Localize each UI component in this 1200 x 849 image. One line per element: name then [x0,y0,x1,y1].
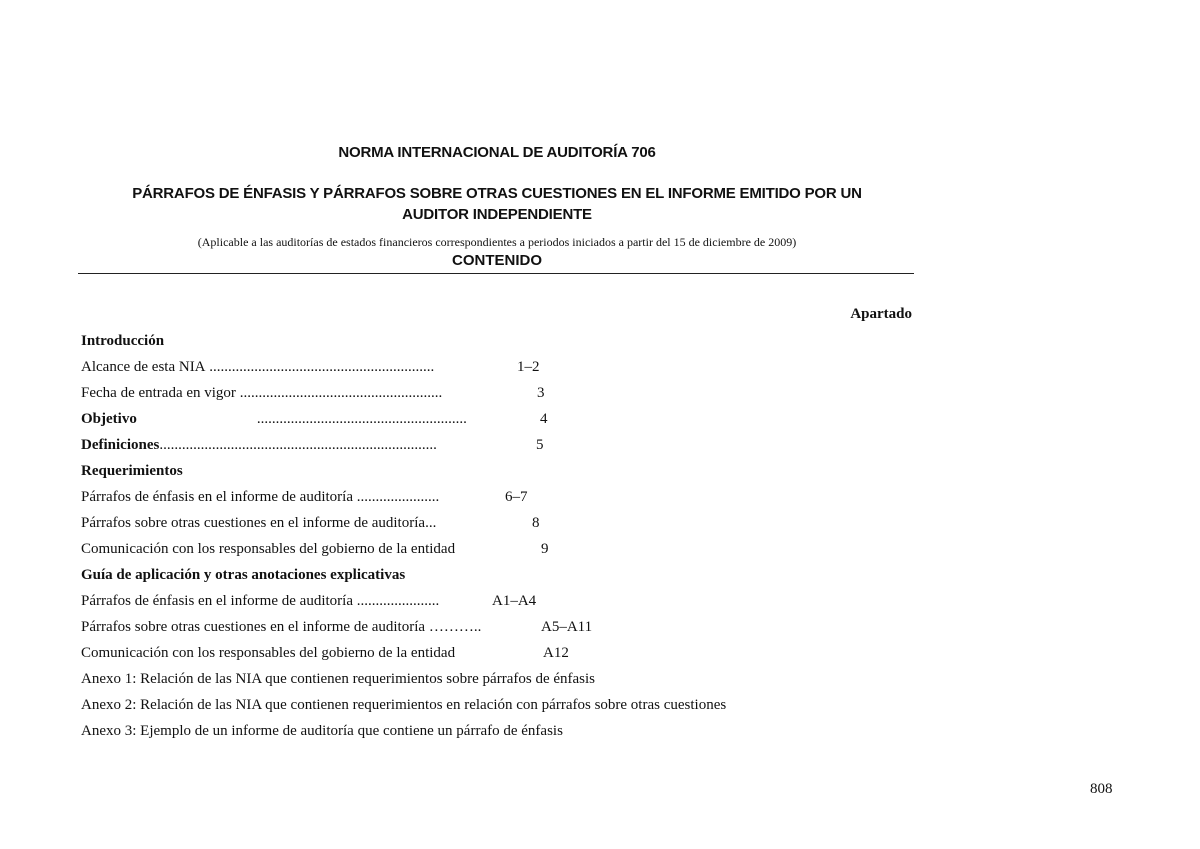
subtitle-line-1: PÁRRAFOS DE ÉNFASIS Y PÁRRAFOS SOBRE OTRAS CUESTIONES EN EL INFORME EMITIDO POR UN [132,185,862,202]
toc-entry-label: Anexo 2: Relación de las NIA que contienen requerimientos en relación con párrafos sobre otras cuestiones [81,697,727,713]
toc-entry-label: Fecha de entrada en vigor [81,385,236,401]
toc-entry [81,694,726,716]
toc-entry [81,356,540,378]
toc-entry-ref: 3 [537,385,545,401]
toc-entry-label: Alcance de esta NIA [81,359,206,375]
toc-entry [81,512,540,534]
toc-entry [81,642,569,664]
toc-entry [81,590,537,612]
standard-title: NORMA INTERNACIONAL DE AUDITORÍA 706 [338,144,656,161]
toc-entry-leader: ............................................................ [205,359,435,375]
contents-heading: CONTENIDO [452,252,542,269]
toc-entry-label: Párrafos sobre otras cuestiones en el informe de auditoría [81,619,426,635]
toc-entry-label: Objetivo [81,411,137,427]
toc-entry-ref: 5 [536,437,544,453]
toc-entry-leader: ...................... [352,593,440,609]
toc-entry [81,486,528,508]
toc-entry-ref: 4 [540,411,548,427]
page-number: 808 [1090,781,1113,797]
toc-entry-label: Anexo 1: Relación de las NIA que contienen requerimientos sobre párrafos de énfasis [81,671,595,687]
toc-entry-ref: 6–7 [505,489,528,505]
subtitle-line-2: AUDITOR INDEPENDIENTE [402,206,592,223]
toc-entry-label: Párrafos sobre otras cuestiones en el informe de auditoría [81,515,426,531]
toc-entry-leader: ……….. [425,619,482,635]
toc-entry-label: Anexo 3: Ejemplo de un informe de auditoría que contiene un párrafo de énfasis [81,723,563,739]
toc-entry [81,408,548,430]
toc-entry-label: Guía de aplicación y otras anotaciones explicativas [81,567,406,583]
toc-entry-ref: 9 [541,541,549,557]
toc-entry [81,460,183,482]
toc-entry-label: Comunicación con los responsables del gobierno de la entidad [81,541,456,557]
toc-entry-ref: 1–2 [517,359,540,375]
toc-entry [81,668,595,690]
toc-entry [81,564,405,586]
toc-entry-label: Párrafos de énfasis en el informe de auditoría [81,593,353,609]
toc-entry-leader: ........................................................ [136,411,467,427]
toc-entry-ref: A1–A4 [492,593,537,609]
toc-entry [81,382,545,404]
toc-entry-leader: .......................................................................... [159,437,437,453]
toc-entry-label: Requerimientos [81,463,183,479]
toc-entry-label: Párrafos de énfasis en el informe de auditoría [81,489,353,505]
toc-entry-label: Definiciones [81,437,160,453]
toc-entry-label: Introducción [81,333,165,349]
toc-entry [81,434,544,456]
standard-subtitle [80,183,914,225]
toc-entry-ref: A12 [543,645,569,661]
column-header-apartado: Apartado [850,306,912,322]
horizontal-rule [78,273,914,274]
toc-entry [81,538,549,560]
toc-entry [81,720,563,742]
toc-entry [81,330,164,352]
toc-entry-ref: A5–A11 [541,619,593,635]
toc-entry-leader: ... [425,515,437,531]
toc-entry [81,616,593,638]
toc-entry-ref: 8 [532,515,540,531]
toc-entry-leader: ...................... [352,489,440,505]
applicability-note: (Aplicable a las auditorías de estados financieros correspondientes a periodos iniciados a partir del 15 de diciembre de 2009) [197,235,797,249]
toc-entry-leader: ...................................................... [235,385,443,401]
toc-entry-label: Comunicación con los responsables del gobierno de la entidad [81,645,456,661]
